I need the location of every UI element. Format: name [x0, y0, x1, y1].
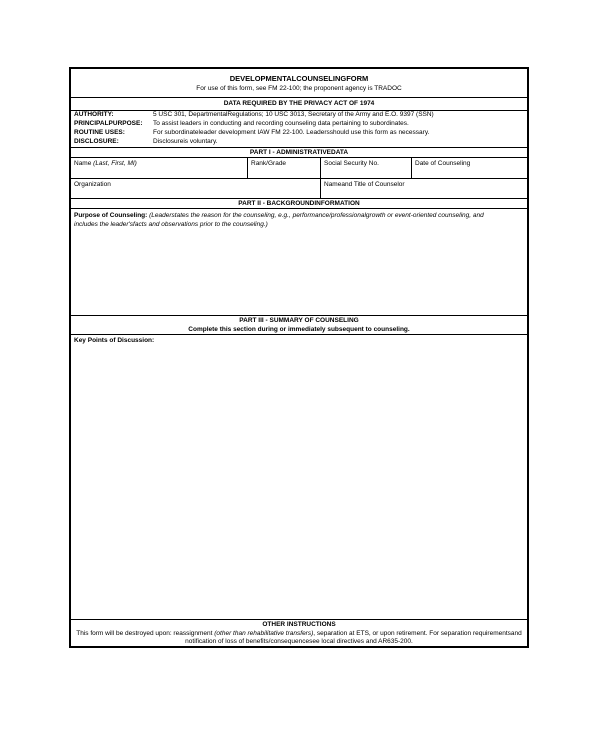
purpose-text: To assist leaders in conducting and recording counseling data pertaining to subordinates. — [153, 120, 409, 127]
part1-header-row — [71, 148, 527, 158]
disclosure-label: DISCLOSURE: — [74, 138, 119, 145]
part2-header-row — [71, 199, 527, 209]
part2-header: PART II - BACKGROUNDINFORMATION — [238, 200, 360, 207]
divider — [411, 158, 412, 178]
divider — [320, 179, 321, 198]
part1-header: PART I - ADMINISTRATIVEDATA — [249, 149, 349, 156]
key-points-label: Key Points of Discussion: — [74, 337, 155, 344]
other-instructions-pre: This form will be destroyed upon: reassignment — [76, 630, 215, 637]
purpose-of-counseling-hint: (Leaderstates the reason for the counseling, e.g., performance/professionalgrowth or event-oriented counseling, and includes the leader'sfacts and observations prior to the counseling.) — [74, 212, 484, 228]
authority-text: 5 USC 301, DepartmentalRegulations; 10 USC 3013, Secretary of the Army and E.O. 9397 (SSN) — [153, 111, 434, 118]
routine-uses-text: For subordinateleader development IAW FM 22-100. Leadersshould use this form as necessary. — [153, 129, 430, 136]
date-of-counseling-field[interactable]: Date of Counseling — [415, 160, 471, 167]
disclosure-text: Disclosureis voluntary. — [153, 138, 218, 145]
part3-header: PART III - SUMMARY OF COUNSELING — [239, 317, 359, 324]
privacy-act-section — [71, 98, 527, 148]
other-instructions-text — [75, 630, 523, 646]
counseling-form — [69, 67, 529, 648]
form-subtitle: For use of this form, see FM 22-100; the proponent agency is TRADOC — [196, 85, 402, 92]
privacy-act-header: DATA REQUIRED BY THE PRIVACY ACT OF 1974 — [71, 100, 527, 111]
name-hint: (Last, First, MI) — [93, 160, 137, 167]
other-instructions-header: OTHER INSTRUCTIONS — [262, 621, 336, 628]
purpose-of-counseling-text — [74, 211, 509, 229]
other-instructions-post: , separation at ETS, or upon retirement. For separation requirementsand notification of loss of benefits/consequencesee local directives and AR635-200. — [185, 630, 522, 645]
name-field[interactable] — [74, 160, 137, 167]
purpose-of-counseling-label: Purpose of Counseling: — [74, 212, 148, 219]
form-title-block — [71, 69, 527, 98]
divider — [320, 158, 321, 178]
ssn-field[interactable]: Social Security No. — [324, 160, 379, 167]
organization-field[interactable]: Organization — [74, 181, 111, 188]
name-label: Name — [74, 160, 92, 167]
other-instructions-section — [71, 620, 527, 648]
part1-row1 — [71, 158, 527, 179]
purpose-label: PRINCIPALPURPOSE: — [74, 120, 143, 127]
part3-header-row — [71, 316, 527, 335]
part1-row2 — [71, 179, 527, 199]
form-title: DEVELOPMENTALCOUNSELINGFORM — [229, 74, 369, 83]
counselor-field[interactable]: Nameand Title of Counselor — [324, 181, 405, 188]
key-points-area[interactable] — [71, 335, 527, 620]
authority-label: AUTHORITY: — [74, 111, 114, 118]
rank-grade-field[interactable]: Rank/Grade — [251, 160, 287, 167]
routine-uses-label: ROUTINE USES: — [74, 129, 125, 136]
part3-subheader: Complete this section during or immediately subsequent to counseling. — [188, 326, 410, 333]
purpose-of-counseling-area[interactable] — [71, 209, 527, 316]
other-instructions-italic: (other than rehabilitative transfers) — [214, 630, 314, 637]
divider — [247, 158, 248, 178]
